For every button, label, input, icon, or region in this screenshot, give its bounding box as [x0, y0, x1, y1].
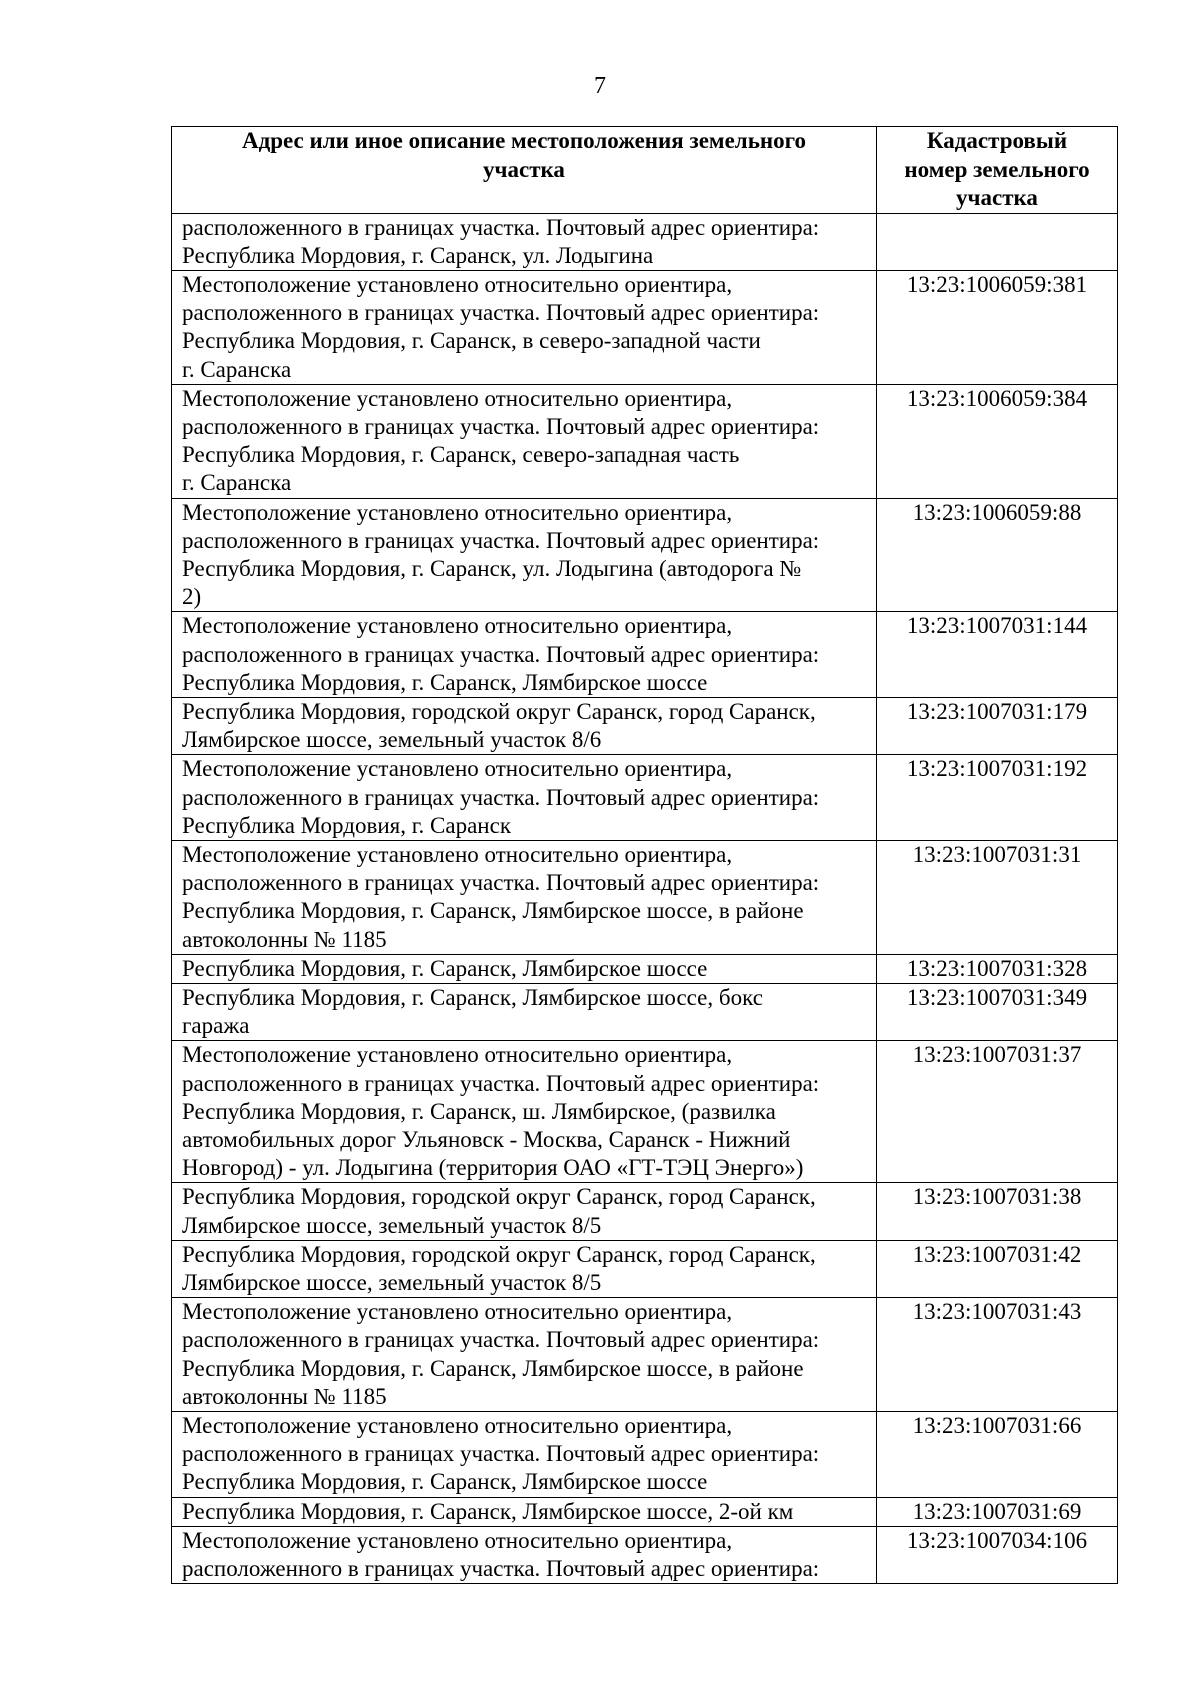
cadastral-cell: 13:23:1007031:43 — [877, 1298, 1118, 1412]
cadastral-cell — [877, 213, 1118, 270]
address-cell: Республика Мордовия, г. Саранск, Лямбирское шоссе — [172, 954, 877, 983]
address-cell: Республика Мордовия, городской округ Саранск, город Саранск, Лямбирское шоссе, земельный участок 8/6 — [172, 697, 877, 754]
address-cell: Местоположение установлено относительно ориентира, расположенного в границах участка. Почтовый адрес ориентира: Республика Мордовия, г. Саранск, Лямбирское шоссе — [172, 1412, 877, 1498]
header-address: Адрес или иное описание местоположения земельного участка — [172, 127, 877, 214]
land-plots-table — [171, 126, 1118, 1584]
table-row — [172, 1183, 1118, 1240]
cadastral-cell: 13:23:1007031:69 — [877, 1497, 1118, 1526]
address-cell: Республика Мордовия, г. Саранск, Лямбирское шоссе, 2-ой км — [172, 1497, 877, 1526]
table-row — [172, 1041, 1118, 1183]
address-cell: Республика Мордовия, городской округ Саранск, город Саранск, Лямбирское шоссе, земельный участок 8/5 — [172, 1183, 877, 1240]
cadastral-cell: 13:23:1007031:38 — [877, 1183, 1118, 1240]
cadastral-cell: 13:23:1007031:66 — [877, 1412, 1118, 1498]
table-row — [172, 498, 1118, 612]
cadastral-cell: 13:23:1007031:37 — [877, 1041, 1118, 1183]
cadastral-cell: 13:23:1007031:349 — [877, 983, 1118, 1040]
table-row — [172, 840, 1118, 954]
cadastral-cell: 13:23:1006059:88 — [877, 498, 1118, 612]
table-row — [172, 983, 1118, 1040]
table-row — [172, 1497, 1118, 1526]
table-body — [172, 213, 1118, 1584]
cadastral-cell: 13:23:1007031:328 — [877, 954, 1118, 983]
table-row — [172, 384, 1118, 498]
address-cell: Местоположение установлено относительно ориентира, расположенного в границах участка. Почтовый адрес ориентира: Республика Мордовия, г. Саранск, ш. Лямбирское, (развилка автомобильных дорог Ульяновск - Москва, Саранск - Нижний Новгород) - ул. Лодыгина (территория ОАО «ГТ-ТЭЦ Энерго») — [172, 1041, 877, 1183]
table-row — [172, 1526, 1118, 1583]
address-cell: Местоположение установлено относительно ориентира, расположенного в границах участка. Почтовый адрес ориентира: Республика Мордовия, г. Саранск, Лямбирское шоссе, в районе автоколонны № 1185 — [172, 1298, 877, 1412]
address-cell: Местоположение установлено относительно ориентира, расположенного в границах участка. Почтовый адрес ориентира: Республика Мордовия, г. Саранск, Лямбирское шоссе — [172, 612, 877, 698]
address-cell: Местоположение установлено относительно ориентира, расположенного в границах участка. Почтовый адрес ориентира: Республика Мордовия, г. Саранск, Лямбирское шоссе, в районе автоколонны № 1185 — [172, 840, 877, 954]
table-row — [172, 270, 1118, 384]
header-cadastral-number: Кадастровый номер земельного участка — [877, 127, 1118, 214]
address-cell: Местоположение установлено относительно ориентира, расположенного в границах участка. Почтовый адрес ориентира: — [172, 1526, 877, 1583]
cadastral-cell: 13:23:1006059:381 — [877, 270, 1118, 384]
address-cell: расположенного в границах участка. Почтовый адрес ориентира: Республика Мордовия, г. Саранск, ул. Лодыгина — [172, 213, 877, 270]
address-cell: Местоположение установлено относительно ориентира, расположенного в границах участка. Почтовый адрес ориентира: Республика Мордовия, г. Саранск, в северо-западной части г. Саранска — [172, 270, 877, 384]
table-row — [172, 755, 1118, 841]
address-cell: Местоположение установлено относительно ориентира, расположенного в границах участка. Почтовый адрес ориентира: Республика Мордовия, г. Саранск, северо-западная часть г. Саранска — [172, 384, 877, 498]
table-row — [172, 954, 1118, 983]
table-header — [172, 127, 1118, 214]
table-row — [172, 697, 1118, 754]
address-cell: Республика Мордовия, городской округ Саранск, город Саранск, Лямбирское шоссе, земельный участок 8/5 — [172, 1240, 877, 1297]
cadastral-cell: 13:23:1006059:384 — [877, 384, 1118, 498]
table-row — [172, 612, 1118, 698]
table-row — [172, 1240, 1118, 1297]
table-row — [172, 1298, 1118, 1412]
cadastral-cell: 13:23:1007034:106 — [877, 1526, 1118, 1583]
cadastral-cell: 13:23:1007031:179 — [877, 697, 1118, 754]
table-row — [172, 213, 1118, 270]
table-header-row — [172, 127, 1118, 214]
address-cell: Местоположение установлено относительно ориентира, расположенного в границах участка. Почтовый адрес ориентира: Республика Мордовия, г. Саранск — [172, 755, 877, 841]
cadastral-cell: 13:23:1007031:192 — [877, 755, 1118, 841]
table-row — [172, 1412, 1118, 1498]
address-cell: Республика Мордовия, г. Саранск, Лямбирское шоссе, бокс гаража — [172, 983, 877, 1040]
address-cell: Местоположение установлено относительно ориентира, расположенного в границах участка. Почтовый адрес ориентира: Республика Мордовия, г. Саранск, ул. Лодыгина (автодорога № 2) — [172, 498, 877, 612]
cadastral-cell: 13:23:1007031:31 — [877, 840, 1118, 954]
cadastral-cell: 13:23:1007031:144 — [877, 612, 1118, 698]
cadastral-cell: 13:23:1007031:42 — [877, 1240, 1118, 1297]
page-number: 7 — [594, 73, 606, 99]
